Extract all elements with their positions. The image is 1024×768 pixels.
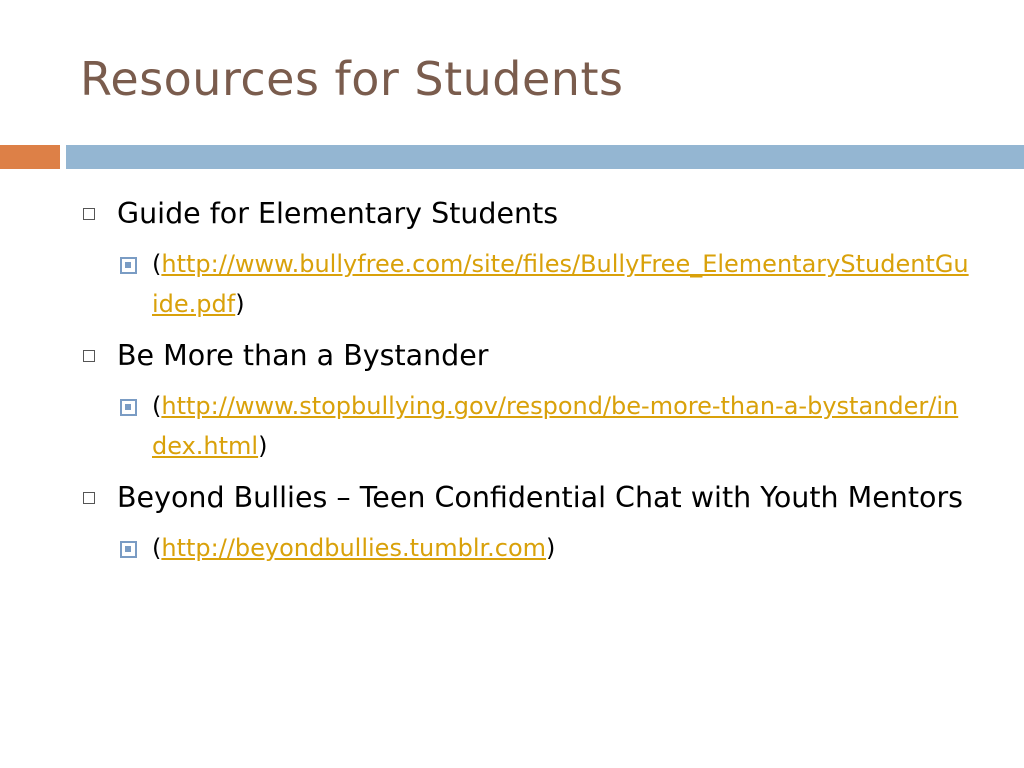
item-label: Guide for Elementary Students (117, 197, 559, 230)
resource-link[interactable]: http://www.bullyfree.com/site/files/BullyFree_ElementaryStudentGuide.pdf (152, 250, 969, 318)
list-item (80, 332, 980, 380)
sub-list-item (151, 528, 972, 568)
item-label: Beyond Bullies – Teen Confidential Chat with Youth Mentors (117, 481, 964, 514)
hollow-square-icon (83, 208, 95, 220)
link-open-paren: ( (152, 534, 162, 562)
list-item (80, 190, 980, 238)
filled-square-bullet-icon (120, 541, 137, 558)
bullet-list (80, 190, 980, 576)
sub-list-item (151, 386, 972, 466)
sub-list-item (151, 244, 972, 324)
item-label: Be More than a Bystander (117, 339, 489, 372)
title-divider-bar (66, 145, 1024, 169)
filled-square-bullet-icon (120, 257, 137, 274)
hollow-square-icon (83, 350, 95, 362)
accent-bar (0, 145, 60, 169)
slide-title: Resources for Students (80, 52, 624, 106)
hollow-square-icon (83, 492, 95, 504)
list-item (80, 474, 980, 522)
link-close-paren: ) (258, 432, 268, 460)
resource-link[interactable]: http://www.stopbullying.gov/respond/be-more-than-a-bystander/index.html (152, 392, 959, 460)
link-open-paren: ( (152, 392, 162, 420)
resource-link[interactable]: http://beyondbullies.tumblr.com (161, 534, 547, 562)
link-close-paren: ) (235, 290, 245, 318)
filled-square-bullet-icon (120, 399, 137, 416)
link-open-paren: ( (152, 250, 162, 278)
link-close-paren: ) (546, 534, 556, 562)
